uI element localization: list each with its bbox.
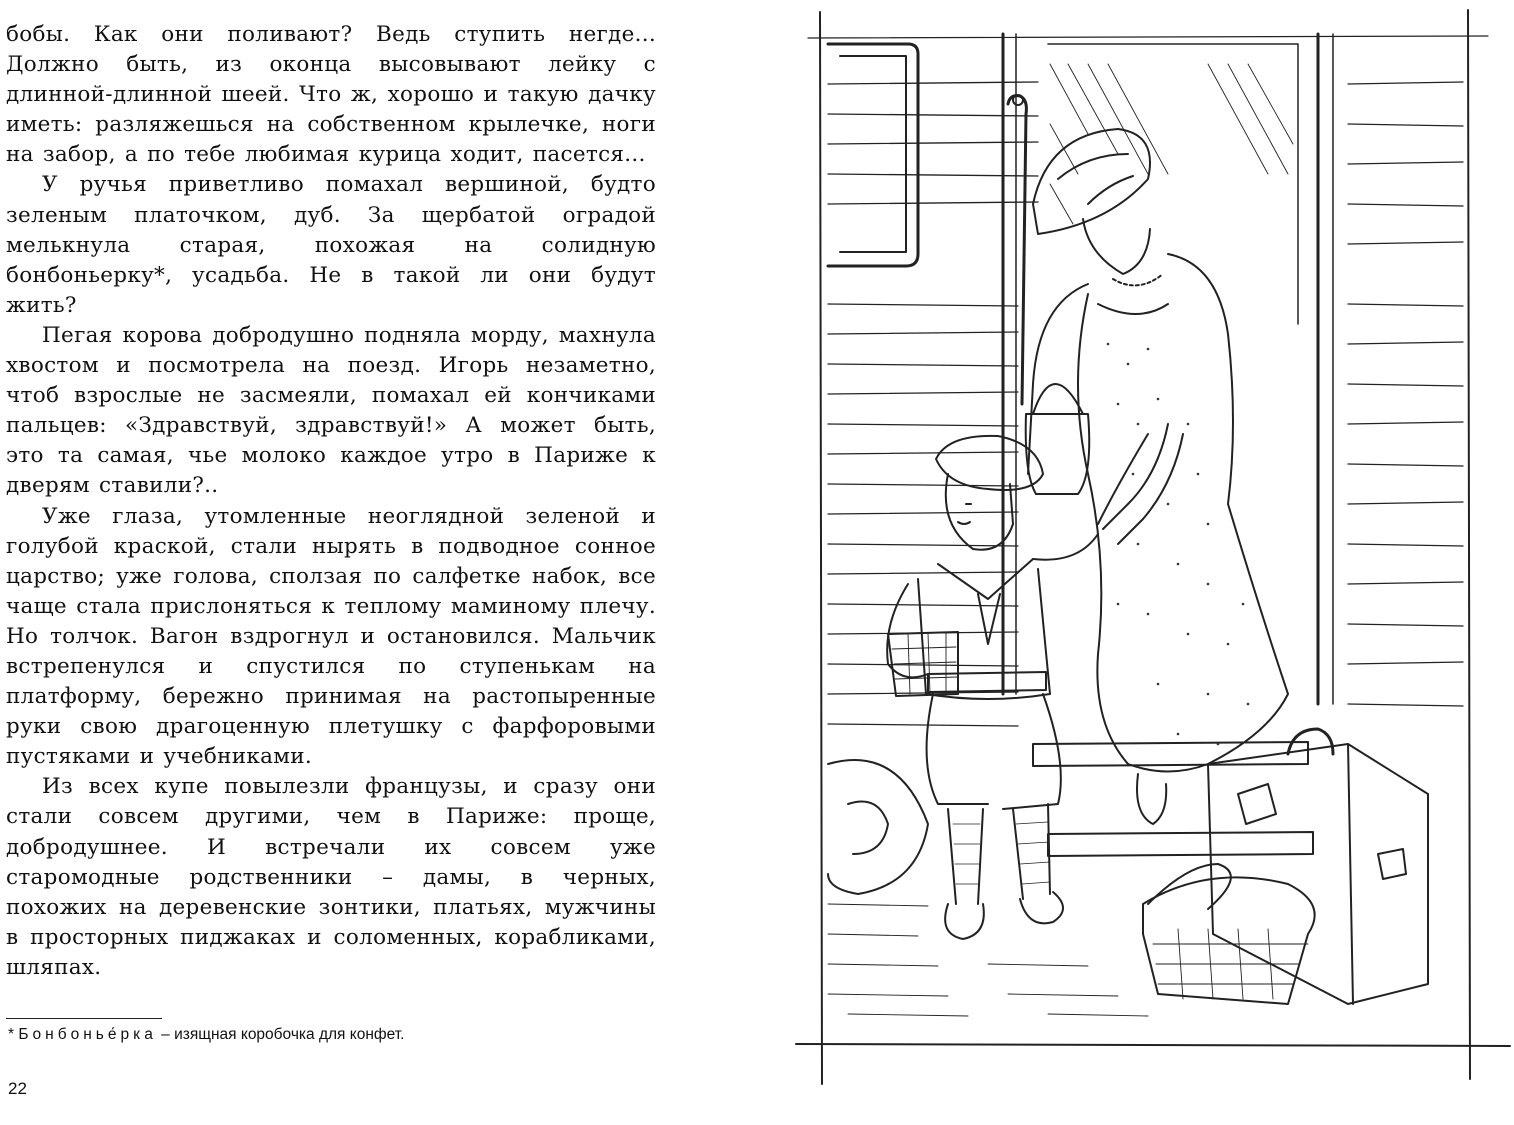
footnote-term: Бонбонье́рка [18,1026,157,1043]
illustration-drawing [788,4,1514,1116]
paragraph: Пегая корова добродушно подняла морду, махнула хвостом и посмотрела на поезд. Игорь незаметно, чтоб взрослые не засмеяли, помахал ей кончиками пальцев: «Здравствуй, здравствуй!» А может быть, это та самая, чье молоко каждое утро в Париже к дверям ставили?.. [6,322,656,499]
text-column [6,20,656,983]
footnote-divider [6,1018,162,1019]
paragraph: бобы. Как они поливают? Ведь ступить негде... Должно быть, из оконца высовывают лейку с длинной-длинной шеей. Что ж, хорошо и такую дачку иметь: разляжешься на собственном крылечке, ноги на забор, а по тебе любимая курица ходит, пасется... [6,22,656,168]
paragraph: Уже глаза, утомленные неоглядной зеленой и голубой краской, стали нырять в подводное сонное царство; уже голова, сползая по салфетке набок, все чаще стала прислоняться к теплому маминому плечу. Но толчок. Вагон вздрогнул и остановился. Мальчик встрепенулся и спустился по ступенькам на платформу, бережно принимая на растопыренные руки свою драгоценную плетушку с фарфоровыми пустяками и учебниками. [6,503,656,770]
page-number: 22 [8,1079,27,1098]
footnote-definition: – изящная коробочка для конфет. [161,1026,405,1043]
illustration-train-platform [788,4,1514,1116]
paragraph: У ручья приветливо помахал вершиной, будто зеленым платочком, дуб. За щербатой оградой мелькнула старая, похожая на солидную бонбоньерку*, усадьба. Не в такой ли они будут жить? [6,172,656,318]
footnote [8,1024,404,1046]
footnote-marker: * [8,1026,15,1043]
paragraph: Из всех купе повылезли французы, и сразу они стали совсем другими, чем в Париже: проще, добродушнее. И встречали их совсем уже старомодные родственники – дамы, в черных, похожих на деревенские зонтики, платьях, мужчины в просторных пиджаках и соломенных, корабликами, шляпах. [6,774,656,980]
